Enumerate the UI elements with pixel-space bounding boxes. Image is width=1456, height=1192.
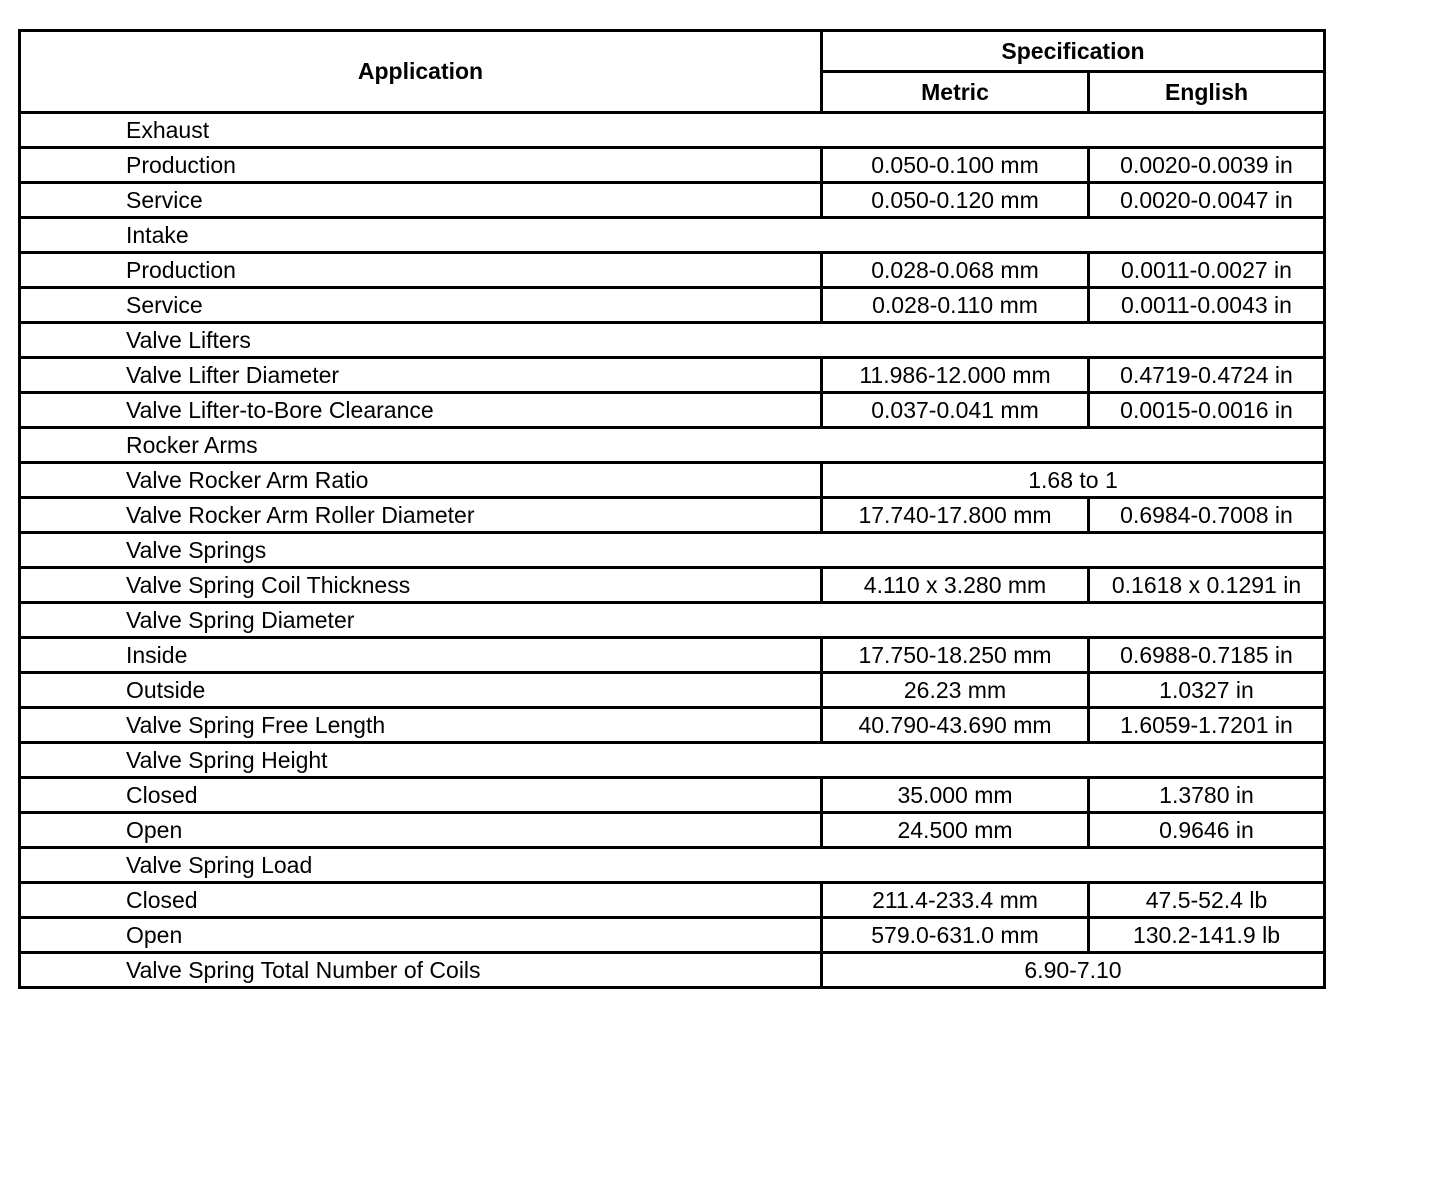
metric-cell: 0.028-0.110 mm [822, 288, 1089, 323]
application-cell: Valve Rocker Arm Roller Diameter [20, 498, 822, 533]
application-cell: Service [20, 288, 822, 323]
group-row [20, 218, 1325, 253]
group-row [20, 113, 1325, 148]
group-label: Valve Spring Height [20, 743, 1325, 778]
table-row [20, 673, 1325, 708]
table-header [20, 31, 1325, 113]
english-cell: 47.5-52.4 lb [1089, 883, 1325, 918]
group-row [20, 743, 1325, 778]
metric-cell: 4.110 x 3.280 mm [822, 568, 1089, 603]
application-cell: Valve Spring Coil Thickness [20, 568, 822, 603]
table-row [20, 813, 1325, 848]
metric-cell: 0.028-0.068 mm [822, 253, 1089, 288]
english-header: English [1089, 72, 1325, 113]
application-cell: Outside [20, 673, 822, 708]
metric-cell: 26.23 mm [822, 673, 1089, 708]
table-row [20, 183, 1325, 218]
group-label: Valve Lifters [20, 323, 1325, 358]
group-row [20, 533, 1325, 568]
english-cell: 0.4719-0.4724 in [1089, 358, 1325, 393]
table-row [20, 778, 1325, 813]
table-row [20, 953, 1325, 988]
table-row [20, 638, 1325, 673]
application-cell: Production [20, 253, 822, 288]
table-row [20, 498, 1325, 533]
application-cell: Production [20, 148, 822, 183]
group-label: Exhaust [20, 113, 1325, 148]
group-label: Rocker Arms [20, 428, 1325, 463]
specification-header: Specification [822, 31, 1325, 72]
metric-cell: 24.500 mm [822, 813, 1089, 848]
group-row [20, 323, 1325, 358]
english-cell: 0.0015-0.0016 in [1089, 393, 1325, 428]
group-row [20, 603, 1325, 638]
specification-table [18, 29, 1326, 989]
english-cell: 0.0011-0.0027 in [1089, 253, 1325, 288]
table-row [20, 568, 1325, 603]
application-header: Application [20, 31, 822, 113]
english-cell: 0.6984-0.7008 in [1089, 498, 1325, 533]
table-row [20, 253, 1325, 288]
metric-cell: 0.050-0.120 mm [822, 183, 1089, 218]
specification-cell: 1.68 to 1 [822, 463, 1325, 498]
table-row [20, 883, 1325, 918]
table-row [20, 918, 1325, 953]
header-row-top [20, 31, 1325, 72]
application-cell: Open [20, 918, 822, 953]
application-cell: Valve Rocker Arm Ratio [20, 463, 822, 498]
table-row [20, 463, 1325, 498]
metric-cell: 35.000 mm [822, 778, 1089, 813]
english-cell: 130.2-141.9 lb [1089, 918, 1325, 953]
metric-cell: 40.790-43.690 mm [822, 708, 1089, 743]
metric-cell: 0.037-0.041 mm [822, 393, 1089, 428]
group-label: Valve Spring Load [20, 848, 1325, 883]
english-cell: 0.6988-0.7185 in [1089, 638, 1325, 673]
english-cell: 0.1618 x 0.1291 in [1089, 568, 1325, 603]
english-cell: 1.6059-1.7201 in [1089, 708, 1325, 743]
english-cell: 0.0020-0.0047 in [1089, 183, 1325, 218]
group-label: Intake [20, 218, 1325, 253]
application-cell: Valve Spring Total Number of Coils [20, 953, 822, 988]
group-label: Valve Spring Diameter [20, 603, 1325, 638]
group-label: Valve Springs [20, 533, 1325, 568]
table-row [20, 148, 1325, 183]
application-cell: Valve Lifter Diameter [20, 358, 822, 393]
metric-header: Metric [822, 72, 1089, 113]
specification-cell: 6.90-7.10 [822, 953, 1325, 988]
metric-cell: 17.740-17.800 mm [822, 498, 1089, 533]
metric-cell: 211.4-233.4 mm [822, 883, 1089, 918]
english-cell: 1.3780 in [1089, 778, 1325, 813]
metric-cell: 17.750-18.250 mm [822, 638, 1089, 673]
application-cell: Open [20, 813, 822, 848]
group-row [20, 848, 1325, 883]
metric-cell: 11.986-12.000 mm [822, 358, 1089, 393]
metric-cell: 579.0-631.0 mm [822, 918, 1089, 953]
english-cell: 0.0020-0.0039 in [1089, 148, 1325, 183]
application-cell: Valve Spring Free Length [20, 708, 822, 743]
table-row [20, 358, 1325, 393]
english-cell: 0.0011-0.0043 in [1089, 288, 1325, 323]
metric-cell: 0.050-0.100 mm [822, 148, 1089, 183]
table-row [20, 288, 1325, 323]
application-cell: Closed [20, 883, 822, 918]
english-cell: 1.0327 in [1089, 673, 1325, 708]
group-row [20, 428, 1325, 463]
english-cell: 0.9646 in [1089, 813, 1325, 848]
table-body [20, 113, 1325, 988]
application-cell: Closed [20, 778, 822, 813]
application-cell: Inside [20, 638, 822, 673]
table-row [20, 708, 1325, 743]
table-row [20, 393, 1325, 428]
application-cell: Valve Lifter-to-Bore Clearance [20, 393, 822, 428]
application-cell: Service [20, 183, 822, 218]
